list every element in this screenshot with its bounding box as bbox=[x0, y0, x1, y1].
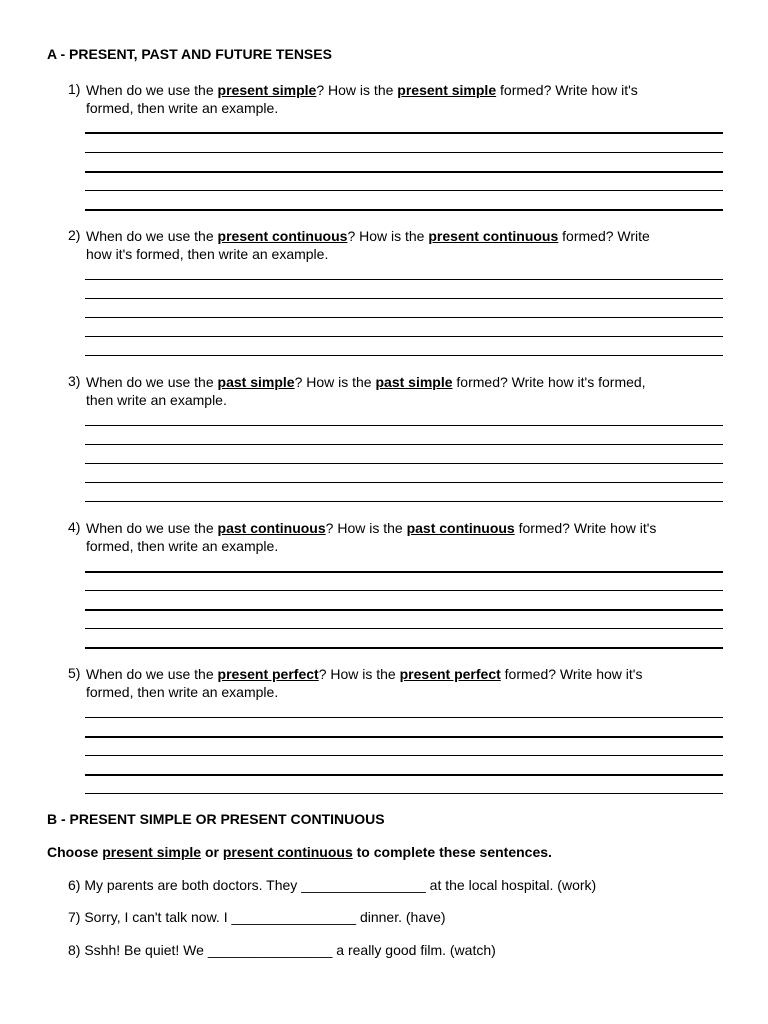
answer-line bbox=[85, 279, 723, 280]
question-5-pre: When do we use the bbox=[86, 666, 218, 682]
question-4-line-1 bbox=[86, 519, 726, 537]
answer-line bbox=[85, 132, 723, 134]
question-1-term-2: present simple bbox=[397, 82, 497, 98]
answer-line bbox=[85, 590, 723, 591]
question-5-answer-lines bbox=[85, 717, 723, 797]
question-4-line-2: formed, then write an example. bbox=[86, 538, 279, 554]
question-2-text bbox=[86, 227, 726, 263]
question-2-number: 2) bbox=[68, 227, 81, 243]
answer-line bbox=[85, 336, 723, 337]
answer-line bbox=[85, 209, 723, 211]
sentence-6 bbox=[68, 877, 596, 893]
answer-line bbox=[85, 571, 723, 573]
question-5-line-1 bbox=[86, 665, 726, 683]
section-b-instruction bbox=[47, 844, 552, 860]
question-5-mid: ? How is the bbox=[318, 666, 400, 682]
question-3-term-2: past simple bbox=[375, 374, 453, 390]
question-5-text bbox=[86, 665, 726, 701]
answer-line bbox=[85, 355, 723, 356]
question-5-line-2: formed, then write an example. bbox=[86, 684, 279, 700]
instruction-term-2: present continuous bbox=[222, 844, 353, 860]
answer-line bbox=[85, 425, 723, 426]
question-3-text bbox=[86, 373, 726, 409]
sentence-8 bbox=[68, 942, 496, 958]
question-3-line-1 bbox=[86, 373, 726, 391]
question-4-answer-lines bbox=[85, 571, 723, 651]
sentence-8-number: 8) bbox=[68, 942, 81, 958]
answer-line bbox=[85, 755, 723, 756]
question-4-term-1: past continuous bbox=[217, 520, 326, 536]
question-3-pre: When do we use the bbox=[86, 374, 218, 390]
sentence-6-text: My parents are both doctors. They ________________ at the local hospital. (work) bbox=[84, 877, 597, 893]
question-5-post: formed? Write how it's bbox=[500, 666, 643, 682]
question-5-term-1: present perfect bbox=[217, 666, 319, 682]
question-4-pre: When do we use the bbox=[86, 520, 218, 536]
question-2-mid: ? How is the bbox=[347, 228, 429, 244]
question-1-line-2: formed, then write an example. bbox=[86, 100, 279, 116]
answer-line bbox=[85, 647, 723, 649]
question-1-answer-lines bbox=[85, 132, 723, 212]
question-1-line-1 bbox=[86, 81, 726, 99]
question-2-term-1: present continuous bbox=[217, 228, 348, 244]
answer-line bbox=[85, 463, 723, 464]
answer-line bbox=[85, 298, 723, 299]
question-2-line-1 bbox=[86, 227, 726, 245]
question-3-number: 3) bbox=[68, 373, 81, 389]
sentence-6-number: 6) bbox=[68, 877, 81, 893]
answer-line bbox=[85, 736, 723, 738]
question-1-mid: ? How is the bbox=[316, 82, 398, 98]
question-3-term-1: past simple bbox=[217, 374, 295, 390]
question-1-pre: When do we use the bbox=[86, 82, 218, 98]
instruction-post: to complete these sentences. bbox=[352, 844, 552, 860]
question-1-term-1: present simple bbox=[217, 82, 317, 98]
answer-line bbox=[85, 774, 723, 776]
sentence-7-number: 7) bbox=[68, 909, 81, 925]
question-4-term-2: past continuous bbox=[406, 520, 515, 536]
answer-line bbox=[85, 444, 723, 445]
question-5-number: 5) bbox=[68, 665, 81, 681]
answer-line bbox=[85, 628, 723, 629]
question-2-post: formed? Write bbox=[558, 228, 650, 244]
question-2-answer-lines bbox=[85, 279, 723, 359]
instruction-term-1: present simple bbox=[102, 844, 202, 860]
answer-line bbox=[85, 152, 723, 153]
question-2-line-2: how it's formed, then write an example. bbox=[86, 246, 329, 262]
answer-line bbox=[85, 190, 723, 191]
section-b-heading: B - PRESENT SIMPLE OR PRESENT CONTINUOUS bbox=[47, 811, 385, 827]
question-5-term-2: present perfect bbox=[399, 666, 501, 682]
question-3-answer-lines bbox=[85, 425, 723, 505]
question-4-text bbox=[86, 519, 726, 555]
question-3-post: formed? Write how it's formed, bbox=[452, 374, 646, 390]
sentence-7-text: Sorry, I can't talk now. I ________________ dinner. (have) bbox=[84, 909, 446, 925]
question-4-mid: ? How is the bbox=[325, 520, 407, 536]
question-4-number: 4) bbox=[68, 519, 81, 535]
question-1-post: formed? Write how it's bbox=[496, 82, 638, 98]
question-4-post: formed? Write how it's bbox=[514, 520, 657, 536]
sentence-7 bbox=[68, 909, 446, 925]
question-3-line-2: then write an example. bbox=[86, 392, 227, 408]
question-2-pre: When do we use the bbox=[86, 228, 218, 244]
instruction-pre: Choose bbox=[47, 844, 103, 860]
section-a-heading: A - PRESENT, PAST AND FUTURE TENSES bbox=[47, 46, 332, 62]
question-2-term-2: present continuous bbox=[428, 228, 559, 244]
answer-line bbox=[85, 171, 723, 173]
sentence-8-text: Sshh! Be quiet! We ________________ a really good film. (watch) bbox=[84, 942, 496, 958]
answer-line bbox=[85, 317, 723, 318]
answer-line bbox=[85, 482, 723, 483]
question-1-text bbox=[86, 81, 726, 117]
answer-line bbox=[85, 717, 723, 718]
question-3-mid: ? How is the bbox=[294, 374, 376, 390]
instruction-mid: or bbox=[201, 844, 223, 860]
answer-line bbox=[85, 609, 723, 611]
answer-line bbox=[85, 793, 723, 794]
question-1-number: 1) bbox=[68, 81, 81, 97]
answer-line bbox=[85, 501, 723, 502]
